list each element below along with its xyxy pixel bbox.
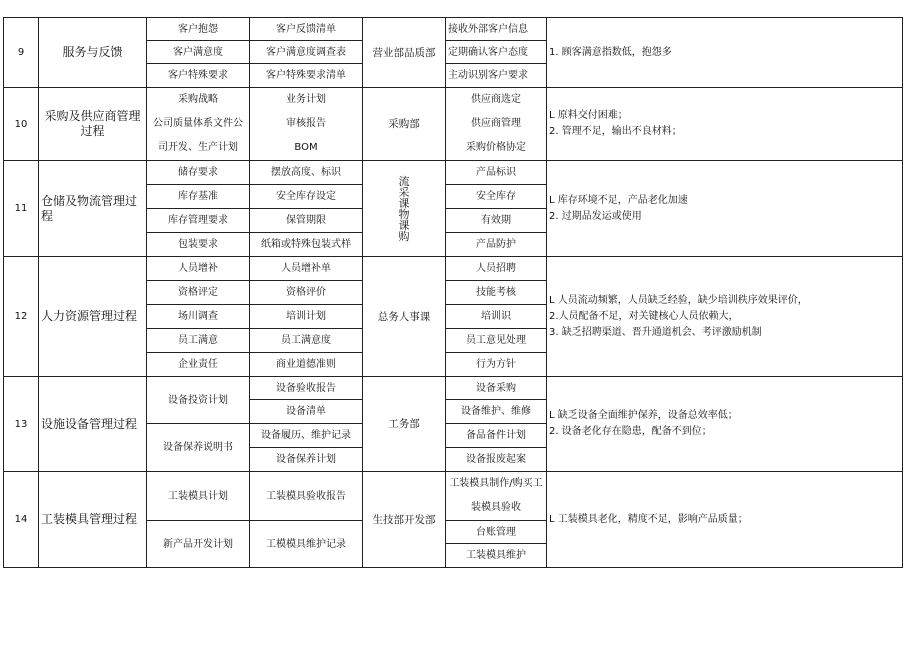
record-cell: 保管期限 [250, 209, 363, 233]
output-cell: 设备采购 [446, 377, 547, 400]
table-row [4, 88, 903, 112]
input-cell [147, 88, 250, 161]
department-cell: 营业部品质部 [363, 18, 446, 88]
input-cell: 新产品开发计划 [147, 521, 250, 568]
process-name: 采购及供应商管理过程 [39, 88, 147, 161]
output-cell: 安全库存 [446, 185, 547, 209]
input-cell: 客户满意度 [147, 41, 250, 64]
output-cell: 工装模具制作/购买工装模具验收 [446, 472, 547, 521]
output-cell: 培训识 [446, 305, 547, 329]
issues-cell [547, 161, 903, 257]
row-number: 13 [4, 377, 39, 472]
record-cell: 客户特殊要求清单 [250, 64, 363, 88]
input-cell: 企业责任 [147, 353, 250, 377]
output-cell: 人员招聘 [446, 257, 547, 281]
record-cell: 设备清单 [250, 400, 363, 424]
issues-cell [547, 18, 903, 88]
row-number: 12 [4, 257, 39, 377]
department-cell: 总务人事课 [363, 257, 446, 377]
issue-line: 2. 设备老化存在隐患，配备不到位； [549, 426, 712, 437]
input-cell: 设备保养说明书 [147, 424, 250, 472]
issue-line: 3. 缺乏招聘渠道、晋升通道机会、考评激励机制 [549, 326, 762, 338]
output-cell: 员工意见处理 [446, 329, 547, 353]
input-cell: 库存基准 [147, 185, 250, 209]
department-cell [363, 161, 446, 257]
process-name: 设施设备管理过程 [39, 377, 147, 472]
record-cell: 安全库存设定 [250, 185, 363, 209]
output-cell: 主动识别客户要求 [446, 64, 547, 88]
record-cell: 客户反馈清单 [250, 18, 363, 41]
input-cell: 库存管理要求 [147, 209, 250, 233]
department-cell: 生技部开发部 [363, 472, 446, 568]
record-cell: 设备履历、维护记录 [250, 424, 363, 448]
record-cell: 纸箱或特殊包装式样 [250, 233, 363, 257]
output-line: 供应商选定 [471, 94, 521, 105]
issue-line: 2. 过期品发运或使用 [549, 210, 642, 222]
record-cell: 资格评价 [250, 281, 363, 305]
record-cell: 人员增补单 [250, 257, 363, 281]
input-cell: 员工满意 [147, 329, 250, 353]
process-table [3, 17, 903, 568]
input-line: 公司质量体系文件公 [153, 118, 243, 129]
output-cell [446, 88, 547, 161]
record-cell: 培训计划 [250, 305, 363, 329]
department-cell: 采购部 [363, 88, 446, 161]
input-line: 司开发、生产计划 [158, 142, 238, 153]
output-cell: 台账管理 [446, 521, 547, 544]
issues-cell [547, 88, 903, 161]
input-cell: 客户抱怨 [147, 18, 250, 41]
output-line: 采购价格协定 [466, 142, 526, 153]
record-cell: 工装模具验收报告 [250, 472, 363, 521]
table-row [4, 472, 903, 497]
row-number: 9 [4, 18, 39, 88]
record-cell: 工模模具维护记录 [250, 521, 363, 568]
issues-cell [547, 472, 903, 568]
output-cell: 备品备件计划 [446, 424, 547, 448]
issue-line: L 缺乏设备全面维护保养，设备总效率低； [549, 410, 738, 421]
input-cell: 客户特殊要求 [147, 64, 250, 88]
output-cell: 产品防护 [446, 233, 547, 257]
issue-line: 1. 顾客满意指数低，抱怨多 [549, 46, 672, 58]
department-vertical-text: 流采课物课购 [398, 174, 410, 243]
issue-line: L 原料交付困难； [549, 110, 628, 121]
record-cell: 客户满意度调查表 [250, 41, 363, 64]
process-name: 仓储及物流管理过程 [39, 161, 147, 257]
input-cell: 人员增补 [147, 257, 250, 281]
record-cell: 设备保养计划 [250, 448, 363, 472]
output-cell: 有效期 [446, 209, 547, 233]
record-cell: 商业道德准则 [250, 353, 363, 377]
process-name: 服务与反馈 [39, 18, 147, 88]
output-cell: 定期确认客户态度 [446, 41, 547, 64]
issue-line: L 人员流动频繁，人员缺乏经验，缺少培训秩序效果评价， [549, 294, 808, 306]
issue-line: 2.人员配备不足，对关键核心人员依赖大， [549, 310, 739, 322]
table-row [4, 377, 903, 400]
output-cell: 技能考核 [446, 281, 547, 305]
input-cell: 包装要求 [147, 233, 250, 257]
table-row [4, 161, 903, 185]
input-cell: 储存要求 [147, 161, 250, 185]
process-name: 工装模具管理过程 [39, 472, 147, 568]
row-number: 11 [4, 161, 39, 257]
output-line: 供应商管理 [471, 118, 521, 129]
issues-cell [547, 257, 903, 377]
row-number: 14 [4, 472, 39, 568]
record-line: 审核报告 [286, 118, 326, 129]
record-cell: 员工满意度 [250, 329, 363, 353]
output-cell: 设备报废起案 [446, 448, 547, 472]
issues-cell [547, 377, 903, 472]
record-cell: 摆放高度、标识 [250, 161, 363, 185]
output-cell: 设备维护、维修 [446, 400, 547, 424]
table-row [4, 18, 903, 41]
input-line: 采购战略 [178, 94, 218, 105]
issue-line: L 工装模具老化，精度不足，影响产品质量； [549, 513, 748, 525]
input-cell: 设备投资计划 [147, 377, 250, 424]
department-cell: 工务部 [363, 377, 446, 472]
output-cell: 接收外部客户信息 [446, 18, 547, 41]
output-cell: 工装模具维护 [446, 544, 547, 568]
record-cell [250, 88, 363, 161]
issue-line: L 库存环境不足，产品老化加速 [549, 194, 688, 206]
input-cell: 工装模具计划 [147, 472, 250, 521]
record-line: 业务计划 [286, 94, 326, 105]
table-row [4, 257, 903, 281]
input-cell: 场川调查 [147, 305, 250, 329]
input-cell: 资格评定 [147, 281, 250, 305]
row-number: 10 [4, 88, 39, 161]
process-name: 人力资源管理过程 [39, 257, 147, 377]
output-cell: 产品标识 [446, 161, 547, 185]
record-cell: 设备验收报告 [250, 377, 363, 400]
record-line: BOM [294, 142, 318, 153]
issue-line: 2. 管理不足，输出不良材料； [549, 126, 682, 137]
output-cell: 行为方针 [446, 353, 547, 377]
